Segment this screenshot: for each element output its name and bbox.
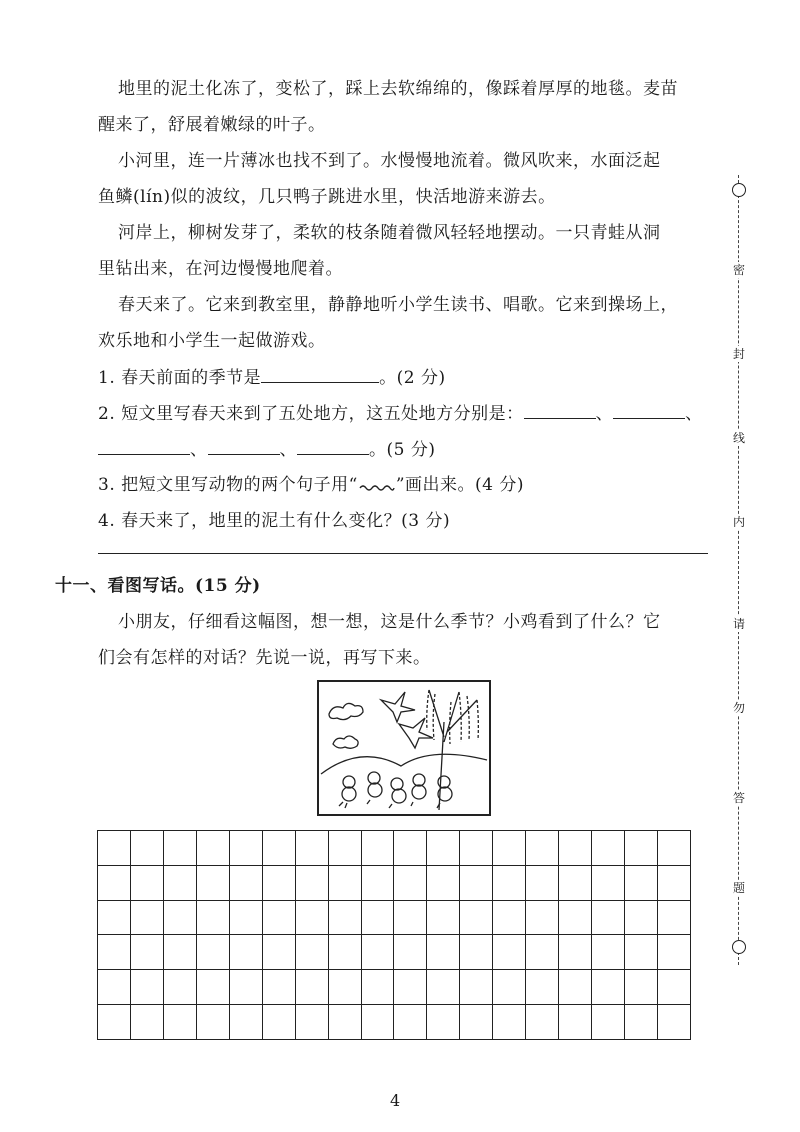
grid-cell[interactable] [98, 831, 131, 866]
grid-row [98, 1005, 691, 1040]
grid-cell[interactable] [427, 935, 460, 970]
grid-cell[interactable] [262, 970, 295, 1005]
grid-cell[interactable] [163, 865, 196, 900]
grid-cell[interactable] [361, 831, 394, 866]
grid-cell[interactable] [163, 900, 196, 935]
question-1-score: 。(2 分) [379, 368, 446, 388]
grid-cell[interactable] [657, 1005, 690, 1040]
passage-line-1: 地里的泥土化冻了，变松了，踩上去软绵绵的，像踩着厚厚的地毯。麦苗 [118, 79, 678, 99]
question-2-text: 2. 短文里写春天来到了五处地方，这五处地方分别是： [98, 404, 524, 424]
answer-line-4[interactable] [98, 553, 708, 554]
grid-cell[interactable] [460, 970, 493, 1005]
grid-cell[interactable] [625, 970, 658, 1005]
grid-cell[interactable] [559, 935, 592, 970]
passage-line-3: 小河里，连一片薄冰也找不到了。水慢慢地流着。微风吹来，水面泛起 [118, 151, 661, 171]
grid-cell[interactable] [493, 831, 526, 866]
section-11-prompt-1: 小朋友，仔细看这幅图，想一想，这是什么季节？小鸡看到了什么？它 [118, 612, 661, 632]
answer-blank-1[interactable] [261, 366, 379, 383]
wavy-underline-icon [358, 483, 396, 493]
separator: 、 [595, 404, 614, 424]
seal-circle-icon [732, 940, 746, 954]
seal-char: 答 [732, 791, 745, 805]
grid-cell[interactable] [657, 831, 690, 866]
cloud-icon [333, 736, 358, 748]
grid-cell[interactable] [625, 831, 658, 866]
answer-blank-2a[interactable] [524, 402, 596, 419]
grid-cell[interactable] [427, 900, 460, 935]
grid-cell[interactable] [98, 935, 131, 970]
grid-cell[interactable] [361, 970, 394, 1005]
grid-cell[interactable] [196, 865, 229, 900]
seal-char: 题 [732, 881, 745, 895]
grid-cell[interactable] [295, 1005, 328, 1040]
grid-cell[interactable] [657, 970, 690, 1005]
grid-cell[interactable] [526, 831, 559, 866]
grid-cell[interactable] [460, 865, 493, 900]
question-2-cont [98, 438, 435, 461]
seal-char: 内 [732, 515, 745, 529]
grid-cell[interactable] [295, 900, 328, 935]
grid-cell[interactable] [328, 900, 361, 935]
grid-row [98, 935, 691, 970]
grid-cell[interactable] [229, 935, 262, 970]
grid-cell[interactable] [163, 970, 196, 1005]
seal-circle-icon [732, 183, 746, 197]
question-1-text: 1. 春天前面的季节是 [98, 368, 262, 388]
grid-cell[interactable] [394, 1005, 427, 1040]
spring-picture [317, 680, 491, 816]
grid-cell[interactable] [526, 935, 559, 970]
grid-cell[interactable] [130, 1005, 163, 1040]
grid-cell[interactable] [592, 970, 625, 1005]
grid-cell[interactable] [427, 865, 460, 900]
grid-cell[interactable] [229, 1005, 262, 1040]
grid-cell[interactable] [361, 900, 394, 935]
answer-blank-2e[interactable] [297, 438, 369, 455]
grid-cell[interactable] [262, 935, 295, 970]
grid-cell[interactable] [526, 970, 559, 1005]
grid-cell[interactable] [657, 865, 690, 900]
grid-cell[interactable] [262, 900, 295, 935]
grid-cell[interactable] [394, 865, 427, 900]
grid-cell[interactable] [394, 900, 427, 935]
passage-line-4: 鱼鳞(lín)似的波纹，几只鸭子跳进水里，快活地游来游去。 [98, 187, 556, 207]
grid-cell[interactable] [559, 900, 592, 935]
grid-cell[interactable] [130, 900, 163, 935]
grid-cell[interactable] [130, 865, 163, 900]
grid-cell[interactable] [229, 831, 262, 866]
grid-cell[interactable] [460, 900, 493, 935]
question-4: 4. 春天来了，地里的泥土有什么变化？(3 分) [98, 511, 451, 531]
seal-dashed-line [738, 175, 739, 965]
grid-cell[interactable] [130, 935, 163, 970]
question-2 [98, 402, 703, 425]
grid-cell[interactable] [163, 935, 196, 970]
grid-cell[interactable] [196, 970, 229, 1005]
grid-cell[interactable] [163, 1005, 196, 1040]
grid-cell[interactable] [427, 970, 460, 1005]
grid-cell[interactable] [295, 970, 328, 1005]
grid-cell[interactable] [657, 900, 690, 935]
grid-row [98, 865, 691, 900]
question-3-score: ”画出来。(4 分) [395, 475, 525, 495]
grid-cell[interactable] [196, 935, 229, 970]
page-number: 4 [390, 1091, 401, 1110]
swallow-icon [381, 692, 415, 722]
grid-row [98, 970, 691, 1005]
grid-cell[interactable] [460, 831, 493, 866]
grid-cell[interactable] [526, 865, 559, 900]
spring-scene-illustration [319, 682, 488, 813]
grid-cell[interactable] [625, 900, 658, 935]
grid-cell[interactable] [460, 1005, 493, 1040]
grid-cell[interactable] [196, 1005, 229, 1040]
grid-cell[interactable] [361, 865, 394, 900]
grid-cell[interactable] [196, 831, 229, 866]
grid-cell[interactable] [493, 900, 526, 935]
grid-cell[interactable] [328, 935, 361, 970]
section-11-prompt-2: 们会有怎样的对话？先说一说，再写下来。 [98, 648, 431, 668]
grid-cell[interactable] [361, 1005, 394, 1040]
grid-cell[interactable] [592, 865, 625, 900]
passage-line-7: 春天来了。它来到教室里，静静地听小学生读书、唱歌。它来到操场上， [118, 295, 678, 315]
question-3 [98, 474, 524, 496]
grid-cell[interactable] [493, 1005, 526, 1040]
passage-line-2: 醒来了，舒展着嫩绿的叶子。 [98, 115, 326, 135]
grid-cell[interactable] [98, 970, 131, 1005]
grid-cell[interactable] [493, 935, 526, 970]
writing-grid[interactable] [97, 830, 691, 1040]
grid-cell[interactable] [262, 865, 295, 900]
grid-cell[interactable] [130, 831, 163, 866]
swallow-icon [399, 718, 433, 748]
grid-cell[interactable] [559, 1005, 592, 1040]
grid-cell[interactable] [493, 970, 526, 1005]
grid-cell[interactable] [427, 831, 460, 866]
grid-cell[interactable] [262, 831, 295, 866]
separator: 、 [190, 440, 208, 460]
seal-char: 封 [732, 347, 745, 361]
grid-cell[interactable] [394, 935, 427, 970]
grid-cell[interactable] [592, 900, 625, 935]
grid-cell[interactable] [130, 970, 163, 1005]
answer-blank-2b[interactable] [613, 402, 685, 419]
grid-cell[interactable] [98, 900, 131, 935]
question-3-text: 3. 把短文里写动物的两个句子用“ [98, 475, 358, 495]
grid-cell[interactable] [98, 1005, 131, 1040]
grid-cell[interactable] [196, 900, 229, 935]
grid-cell[interactable] [328, 831, 361, 866]
grid-cell[interactable] [625, 865, 658, 900]
passage-line-5: 河岸上，柳树发芽了，柔软的枝条随着微风轻轻地摆动。一只青蛙从洞 [118, 223, 661, 243]
grid-cell[interactable] [262, 1005, 295, 1040]
grid-cell[interactable] [526, 900, 559, 935]
seal-char: 勿 [732, 701, 745, 715]
passage-line-6: 里钻出来，在河边慢慢地爬着。 [98, 259, 343, 279]
grid-cell[interactable] [229, 970, 262, 1005]
grid-cell[interactable] [559, 831, 592, 866]
grid-row [98, 831, 691, 866]
seal-char: 线 [732, 431, 745, 445]
grid-cell[interactable] [592, 1005, 625, 1040]
grid-cell[interactable] [657, 935, 690, 970]
grid-cell[interactable] [229, 865, 262, 900]
grid-cell[interactable] [394, 831, 427, 866]
grid-cell[interactable] [229, 900, 262, 935]
grid-cell[interactable] [559, 970, 592, 1005]
answer-blank-2d[interactable] [208, 438, 280, 455]
separator: 、 [685, 404, 703, 424]
grid-cell[interactable] [460, 935, 493, 970]
seal-char: 密 [732, 263, 745, 277]
grid-cell[interactable] [592, 831, 625, 866]
grid-cell[interactable] [394, 970, 427, 1005]
grid-cell[interactable] [559, 865, 592, 900]
seal-char: 请 [732, 617, 745, 631]
grid-cell[interactable] [328, 970, 361, 1005]
grid-cell[interactable] [98, 865, 131, 900]
grid-cell[interactable] [295, 865, 328, 900]
grid-cell[interactable] [526, 1005, 559, 1040]
grid-cell[interactable] [295, 935, 328, 970]
grid-cell[interactable] [328, 1005, 361, 1040]
grid-cell[interactable] [592, 935, 625, 970]
answer-blank-2c[interactable] [98, 438, 190, 455]
grid-cell[interactable] [493, 865, 526, 900]
grid-cell[interactable] [328, 865, 361, 900]
grid-cell[interactable] [163, 831, 196, 866]
question-2-score: 。(5 分) [369, 440, 436, 460]
separator: 、 [279, 440, 297, 460]
grid-row [98, 900, 691, 935]
grid-cell[interactable] [625, 935, 658, 970]
cloud-icon [329, 703, 363, 719]
section-11-title: 十一、看图写话。(15 分) [55, 576, 261, 596]
grid-cell[interactable] [625, 1005, 658, 1040]
passage-line-8: 欢乐地和小学生一起做游戏。 [98, 331, 326, 351]
question-1 [98, 366, 446, 389]
grid-cell[interactable] [295, 831, 328, 866]
grid-cell[interactable] [361, 935, 394, 970]
grid-cell[interactable] [427, 1005, 460, 1040]
